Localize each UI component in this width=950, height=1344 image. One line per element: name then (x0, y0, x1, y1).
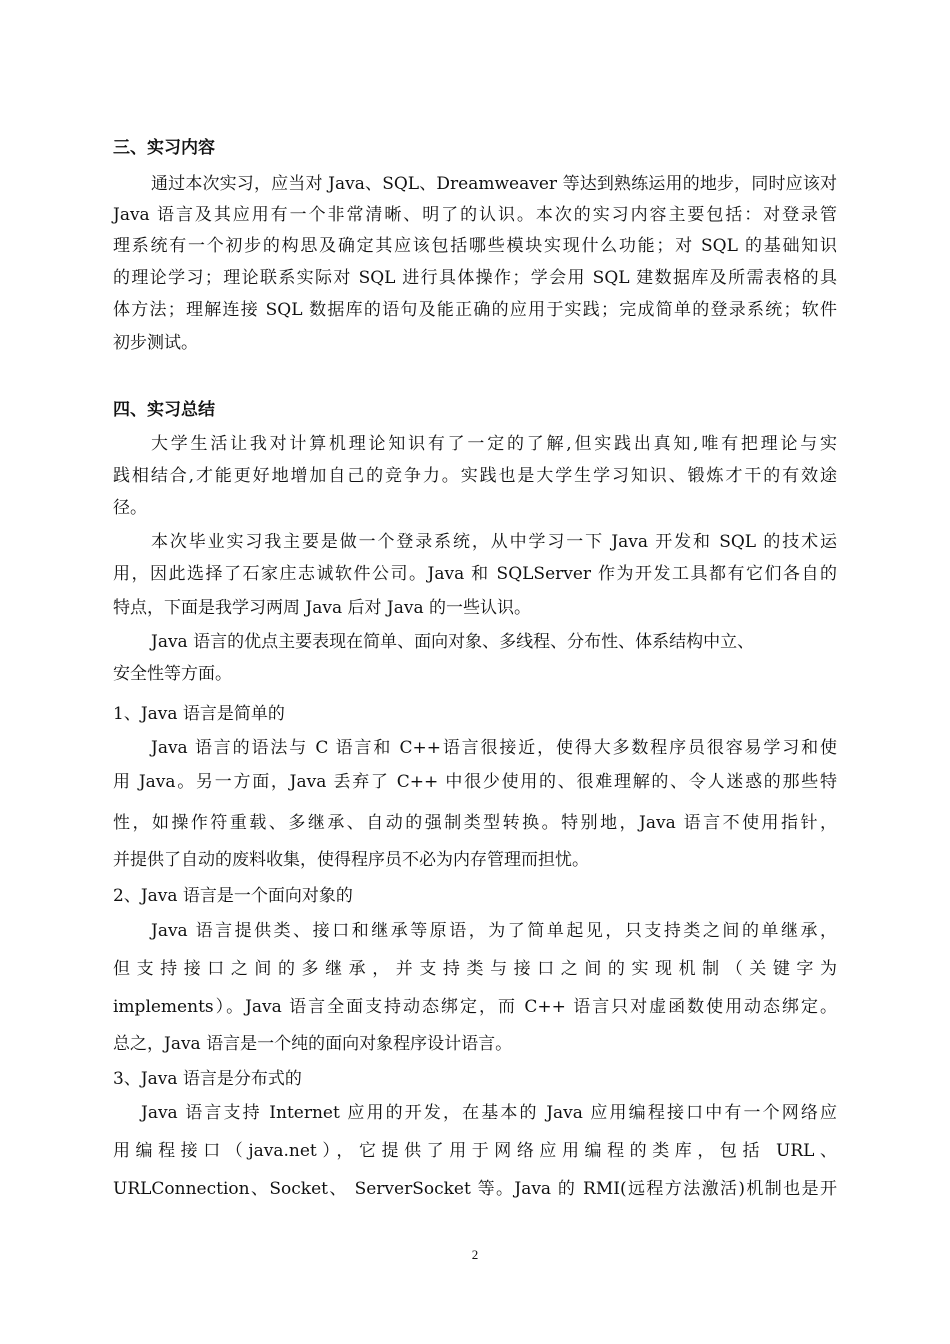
section-heading-internship-summary: 四、实习总结 (113, 400, 215, 420)
text-line: 理系统有一个初步的构思及确定其应该包括哪些模块实现什么功能；对 SQL 的基础知识 (113, 236, 837, 256)
text-line: 通过本次实习，应当对 Java、SQL、Dreamweaver 等达到熟练运用的地步，同时应该对 (151, 174, 837, 194)
text-line: 用，因此选择了石家庄志诚软件公司。Java 和 SQLServer 作为开发工具都有它们各自的 (113, 564, 837, 584)
text-line: Java 语言及其应用有一个非常清晰、明了的认识。本次的实习内容主要包括：对登录管 (113, 205, 837, 225)
text-line: implements）。Java 语言全面支持动态绑定，而 C++ 语言只对虚函数使用动态绑定。 (113, 997, 837, 1017)
text-line: 总之，Java 语言是一个纯的面向对象程序设计语言。 (113, 1034, 513, 1054)
text-line: 径。 (113, 498, 147, 518)
text-line: 用 Java。另一方面，Java 丢弃了 C++ 中很少使用的、很难理解的、令人迷惑的那些特 (113, 772, 837, 792)
text-line: Java 语言支持 Internet 应用的开发，在基本的 Java 应用编程接口中有一个网络应 (141, 1103, 837, 1123)
text-line: 践相结合,才能更好地增加自己的竞争力。实践也是大学生学习知识、锻炼才干的有效途 (113, 466, 837, 486)
text-line: Java 语言的语法与 C 语言和 C++语言很接近，使得大多数程序员很容易学习和使 (151, 738, 837, 758)
text-line: 大学生活让我对计算机理论知识有了一定的了解,但实践出真知,唯有把理论与实 (151, 434, 837, 454)
text-line: 的理论学习；理论联系实际对 SQL 进行具体操作；学会用 SQL 建数据库及所需表格的具 (113, 268, 837, 288)
text-line: 但支持接口之间的多继承，并支持类与接口之间的实现机制（关键字为 (113, 959, 837, 979)
page-number: 2 (471, 1247, 479, 1262)
text-line: 体方法；理解连接 SQL 数据库的语句及能正确的应用于实践；完成简单的登录系统；软件 (113, 300, 837, 320)
text-line: 特点，下面是我学习两周 Java 后对 Java 的一些认识。 (113, 598, 531, 618)
text-line: 并提供了自动的废料收集，使得程序员不必为内存管理而担忧。 (113, 850, 589, 870)
text-line: 用编程接口（java.net），它提供了用于网络应用编程的类库，包括 URL、 (113, 1141, 837, 1161)
text-line: URLConnection、Socket、 ServerSocket 等。Java 的 RMI(远程方法激活)机制也是开 (113, 1179, 837, 1199)
text-line: 性，如操作符重载、多继承、自动的强制类型转换。特别地，Java 语言不使用指针， (113, 813, 837, 833)
section-heading-internship-content: 三、实习内容 (113, 138, 215, 158)
text-line: Java 语言提供类、接口和继承等原语，为了简单起见，只支持类之间的单继承， (151, 921, 837, 941)
text-line: 初步测试。 (113, 333, 198, 353)
text-line: 本次毕业实习我主要是做一个登录系统，从中学习一下 Java 开发和 SQL 的技术运 (151, 532, 837, 552)
numbered-subheading: 2、Java 语言是一个面向对象的 (113, 886, 353, 906)
numbered-subheading: 1、Java 语言是简单的 (113, 704, 285, 724)
text-line: 安全性等方面。 (113, 664, 232, 684)
text-line: Java 语言的优点主要表现在简单、面向对象、多线程、分布性、体系结构中立、 (151, 632, 755, 652)
numbered-subheading: 3、Java 语言是分布式的 (113, 1069, 302, 1089)
